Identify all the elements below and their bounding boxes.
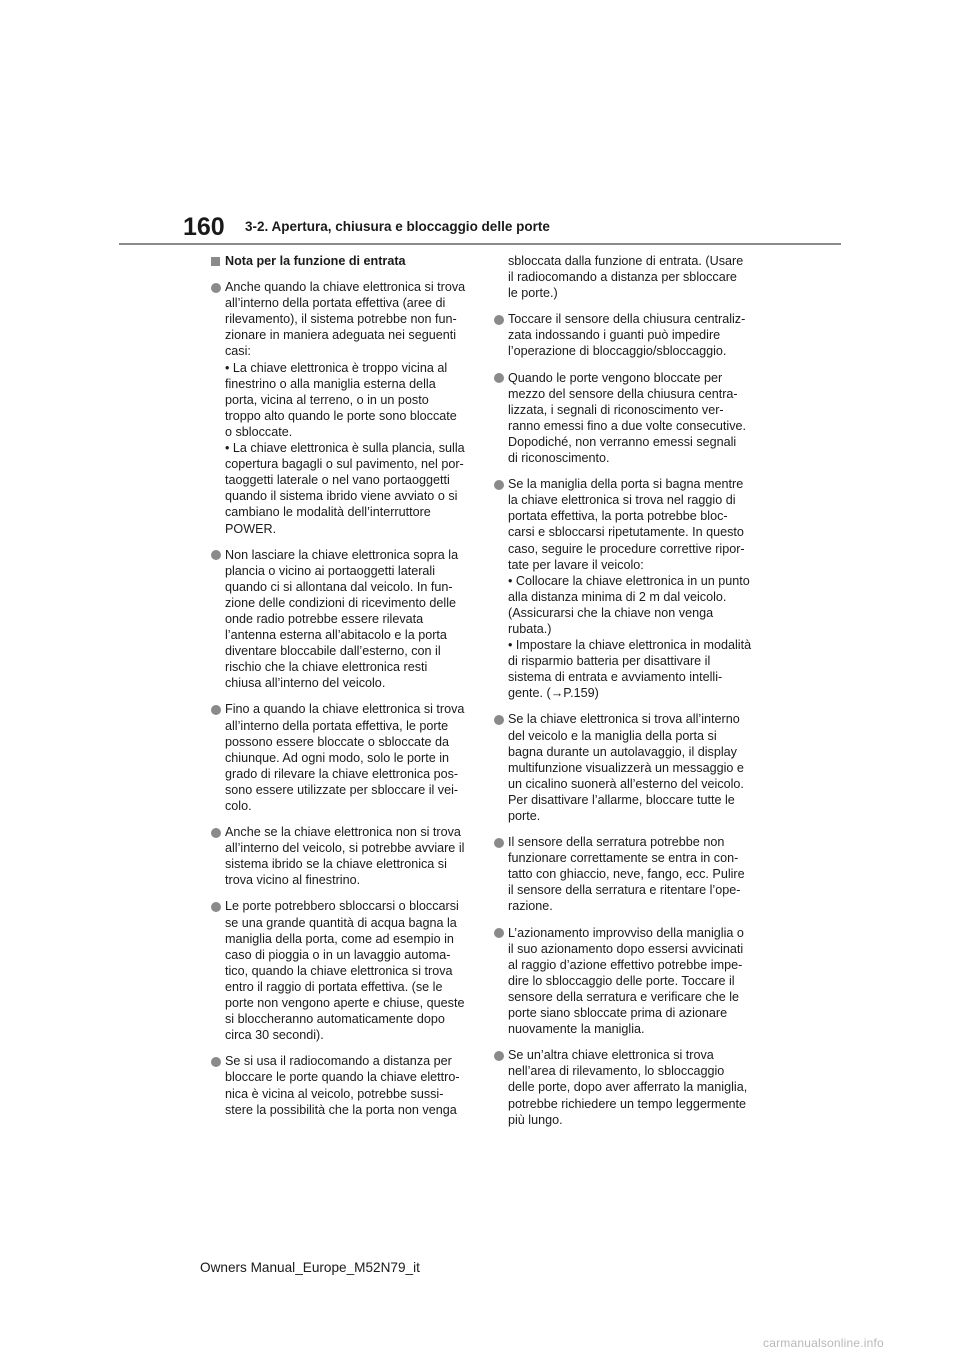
bullet-item bbox=[211, 701, 466, 814]
text-line: entro il raggio di portata effettiva. (se le bbox=[225, 979, 443, 994]
text-line: un cicalino suonerà all’esterno del veicolo. bbox=[508, 776, 744, 791]
text-line: trova vicino al finestrino. bbox=[225, 873, 361, 888]
text-line: • La chiave elettronica è sulla plancia, sulla bbox=[225, 441, 465, 456]
text-line: copertura bagagli o sul pavimento, nel por- bbox=[225, 457, 464, 472]
text-line: nica è vicina al veicolo, potrebbe sussi- bbox=[225, 1086, 444, 1101]
text-line: la chiave elettronica si trova nel raggio di bbox=[508, 493, 736, 508]
text-line: plancia o vicino ai portaoggetti laterali bbox=[225, 563, 436, 578]
text-line: zione delle condizioni di ricevimento delle bbox=[225, 595, 457, 610]
text-line: chiusa all’interno del veicolo. bbox=[225, 676, 386, 691]
text-line: zata indossando i guanti può impedire bbox=[508, 328, 721, 343]
text-line: diventare bloccabile dall’esterno, con il bbox=[225, 644, 441, 659]
text-line: onde radio potrebbe essere rilevata bbox=[225, 611, 424, 626]
text-line: di risparmio batteria per disattivare il bbox=[508, 654, 711, 669]
text-line: le porte.) bbox=[508, 286, 558, 301]
text-line: il sensore della serratura e ritentare l’ope- bbox=[508, 883, 741, 898]
text-line: più lungo. bbox=[508, 1112, 563, 1127]
footer-manual-id: Owners Manual_Europe_M52N79_it bbox=[200, 1260, 420, 1275]
text-line: funzionare correttamente se entra in con- bbox=[508, 851, 739, 866]
bullet-item bbox=[494, 370, 749, 467]
text-line: stere la possibilità che la porta non venga bbox=[225, 1102, 457, 1117]
text-line: potrebbe richiedere un tempo leggermente bbox=[508, 1096, 747, 1111]
bullet-item bbox=[211, 1053, 466, 1117]
text-line: tico, quando la chiave elettronica si trova bbox=[225, 963, 453, 978]
text-line: caso, seguire le procedure correttive ripor- bbox=[508, 541, 745, 556]
text-line: nuovamente la maniglia. bbox=[508, 1022, 645, 1037]
text-line: quando ci si allontana dal veicolo. In fun- bbox=[225, 579, 453, 594]
text-line: bagna durante un autolavaggio, il display bbox=[508, 744, 737, 759]
text-line: taoggetti laterale o nel vano portaoggetti bbox=[225, 473, 450, 488]
square-bullet-icon bbox=[211, 257, 220, 266]
bullet-item bbox=[211, 898, 466, 1043]
text-line: Non lasciare la chiave elettronica sopra la bbox=[225, 547, 459, 562]
text-line: bloccare le porte quando la chiave elettro- bbox=[225, 1070, 460, 1085]
text-line: il radiocomando a distanza per sbloccare bbox=[508, 270, 737, 285]
left-column bbox=[211, 253, 466, 1128]
text-line: Anche quando la chiave elettronica si trova bbox=[225, 280, 466, 295]
text-line: portata effettiva, la porta potrebbe bloc- bbox=[508, 509, 728, 524]
text-line: colo. bbox=[225, 799, 252, 813]
header-divider bbox=[119, 243, 841, 245]
text-line: Se un’altra chiave elettronica si trova bbox=[508, 1048, 714, 1063]
text-line: Dopodiché, non verranno emessi segnali bbox=[508, 434, 737, 449]
text-line: • Collocare la chiave elettronica in un punto bbox=[508, 573, 750, 588]
text-line: nell’area di rilevamento, lo sbloccaggio bbox=[508, 1064, 725, 1079]
text-line: possono essere bloccate o sbloccate da bbox=[225, 734, 450, 749]
text-line: chiunque. Ad ogni modo, solo le porte in bbox=[225, 750, 450, 765]
text-line: all’interno del veicolo, si potrebbe avviare il bbox=[225, 841, 465, 856]
text-line: zionare in maniera adeguata nei seguenti bbox=[225, 328, 457, 343]
text-line: rilevamento), il sistema potrebbe non fun- bbox=[225, 312, 457, 327]
section-title: 3-2. Apertura, chiusura e bloccaggio delle porte bbox=[245, 219, 550, 234]
circle-bullet-icon bbox=[211, 1057, 221, 1067]
text-line: maniglia della porta, come ad esempio in bbox=[225, 931, 454, 946]
text-line: Fino a quando la chiave elettronica si trova bbox=[225, 702, 465, 717]
circle-bullet-icon bbox=[211, 550, 221, 560]
text-line: Se la chiave elettronica si trova all’interno bbox=[508, 712, 740, 727]
circle-bullet-icon bbox=[211, 705, 221, 715]
circle-bullet-icon bbox=[211, 902, 221, 912]
text-line: multifunzione visualizzerà un messaggio e bbox=[508, 760, 744, 775]
page-number: 160 bbox=[183, 213, 225, 241]
bullet-item bbox=[211, 547, 466, 692]
text-line: razione. bbox=[508, 899, 553, 914]
text-line: ranno emessi fino a due volte consecutive. bbox=[508, 418, 747, 433]
circle-bullet-icon bbox=[494, 1051, 504, 1061]
text-line: l’operazione di bloccaggio/sbloccaggio. bbox=[508, 344, 727, 359]
text-line: si bloccheranno automaticamente dopo bbox=[225, 1012, 445, 1027]
text-line: o sbloccate. bbox=[225, 424, 293, 439]
subheading bbox=[211, 253, 466, 269]
text-line: dire lo sbloccaggio delle porte. Toccare il bbox=[508, 973, 735, 988]
text-line: porte non vengono aperte e chiuse, queste bbox=[225, 996, 465, 1011]
text-line: sistema ibrido se la chiave elettronica si bbox=[225, 857, 447, 872]
text-line: caso di pioggia o in un lavaggio automa- bbox=[225, 947, 451, 962]
bullet-item bbox=[494, 311, 749, 359]
text-line: mezzo del sensore della chiusura centra- bbox=[508, 386, 738, 401]
text-line: Il sensore della serratura potrebbe non bbox=[508, 835, 725, 850]
bullet-item bbox=[211, 279, 466, 537]
text-line: grado di rilevare la chiave elettronica pos- bbox=[225, 766, 459, 781]
right-column bbox=[494, 253, 752, 1138]
continuation-paragraph bbox=[494, 253, 749, 301]
text-line: circa 30 secondi). bbox=[225, 1028, 324, 1043]
text-line: delle porte, dopo aver afferrato la maniglia, bbox=[508, 1080, 748, 1095]
text-line: carsi e sbloccarsi ripetutamente. In questo bbox=[508, 525, 744, 540]
text-line: L’azionamento improvviso della maniglia o bbox=[508, 925, 744, 940]
text-line: (Assicurarsi che la chiave non venga bbox=[508, 605, 714, 620]
text-line: casi: bbox=[225, 344, 251, 359]
text-line: lizzata, i segnali di riconoscimento ver- bbox=[508, 402, 724, 417]
text-line: sistema di entrata e avviamento intelli- bbox=[508, 670, 723, 685]
bullet-item bbox=[494, 1047, 749, 1127]
text-line: Anche se la chiave elettronica non si trova bbox=[225, 825, 461, 840]
text-line: Quando le porte vengono bloccate per bbox=[508, 370, 723, 385]
text-line: all’interno della portata effettiva, le porte bbox=[225, 718, 449, 733]
text-line: quando il sistema ibrido viene avviato o si bbox=[225, 489, 458, 504]
text-line: rubata.) bbox=[508, 621, 552, 636]
text-line: gente. (→P.159) bbox=[508, 686, 599, 701]
circle-bullet-icon bbox=[494, 928, 504, 938]
text-line: finestrino o alla maniglia esterna della bbox=[225, 376, 436, 391]
text-line: l’antenna esterna all’abitacolo e la porta bbox=[225, 628, 447, 643]
circle-bullet-icon bbox=[494, 838, 504, 848]
text-line: tate per lavare il veicolo: bbox=[508, 557, 644, 572]
text-line: al raggio d’azione effettivo potrebbe impe- bbox=[508, 957, 743, 972]
text-line: alla distanza minima di 2 m dal veicolo. bbox=[508, 589, 727, 604]
text-line: Le porte potrebbero sbloccarsi o bloccarsi bbox=[225, 899, 459, 914]
text-line: porte siano sbloccate prima di azionare bbox=[508, 1006, 728, 1021]
text-line: sbloccata dalla funzione di entrata. (Usare bbox=[508, 254, 744, 268]
circle-bullet-icon bbox=[494, 715, 504, 725]
circle-bullet-icon bbox=[211, 283, 221, 293]
text-line: all’interno della portata effettiva (aree di bbox=[225, 296, 446, 311]
text-line: rischio che la chiave elettronica resti bbox=[225, 660, 428, 675]
text-line: • La chiave elettronica è troppo vicina al bbox=[225, 360, 448, 375]
circle-bullet-icon bbox=[494, 480, 504, 490]
text-line: se una grande quantità di acqua bagna la bbox=[225, 915, 457, 930]
text-line: di riconoscimento. bbox=[508, 451, 610, 466]
circle-bullet-icon bbox=[211, 828, 221, 838]
bullet-item bbox=[211, 824, 466, 888]
text-line: Per disattivare l’allarme, bloccare tutte le bbox=[508, 792, 735, 807]
text-line: Se la maniglia della porta si bagna mentre bbox=[508, 477, 744, 492]
text-line: Toccare il sensore della chiusura centraliz- bbox=[508, 312, 746, 327]
text-line: porta, vicina al terreno, o in un posto bbox=[225, 392, 429, 407]
subheading-text: Nota per la funzione di entrata bbox=[225, 254, 406, 268]
text-line: porte. bbox=[508, 809, 541, 823]
text-line: del veicolo e la maniglia della porta si bbox=[508, 728, 717, 743]
bullet-item bbox=[494, 834, 749, 914]
text-line: tatto con ghiaccio, neve, fango, ecc. Pulire bbox=[508, 867, 745, 882]
bullet-item bbox=[494, 711, 749, 824]
circle-bullet-icon bbox=[494, 315, 504, 325]
watermark-text: carmanualsonline.info bbox=[763, 1336, 884, 1350]
text-line: sensore della serratura e verificare che le bbox=[508, 989, 739, 1004]
text-line: sono essere utilizzate per sbloccare il vei- bbox=[225, 782, 459, 797]
text-line: POWER. bbox=[225, 521, 277, 536]
bullet-item bbox=[494, 925, 749, 1038]
text-line: il suo azionamento dopo essersi avvicinati bbox=[508, 941, 744, 956]
text-line: Se si usa il radiocomando a distanza per bbox=[225, 1054, 452, 1069]
text-line: • Impostare la chiave elettronica in modalità bbox=[508, 638, 752, 653]
text-line: troppo alto quando le porte sono bloccate bbox=[225, 408, 457, 423]
bullet-item bbox=[494, 476, 752, 701]
circle-bullet-icon bbox=[494, 373, 504, 383]
text-line: cambiano le modalità dell’interruttore bbox=[225, 505, 431, 520]
